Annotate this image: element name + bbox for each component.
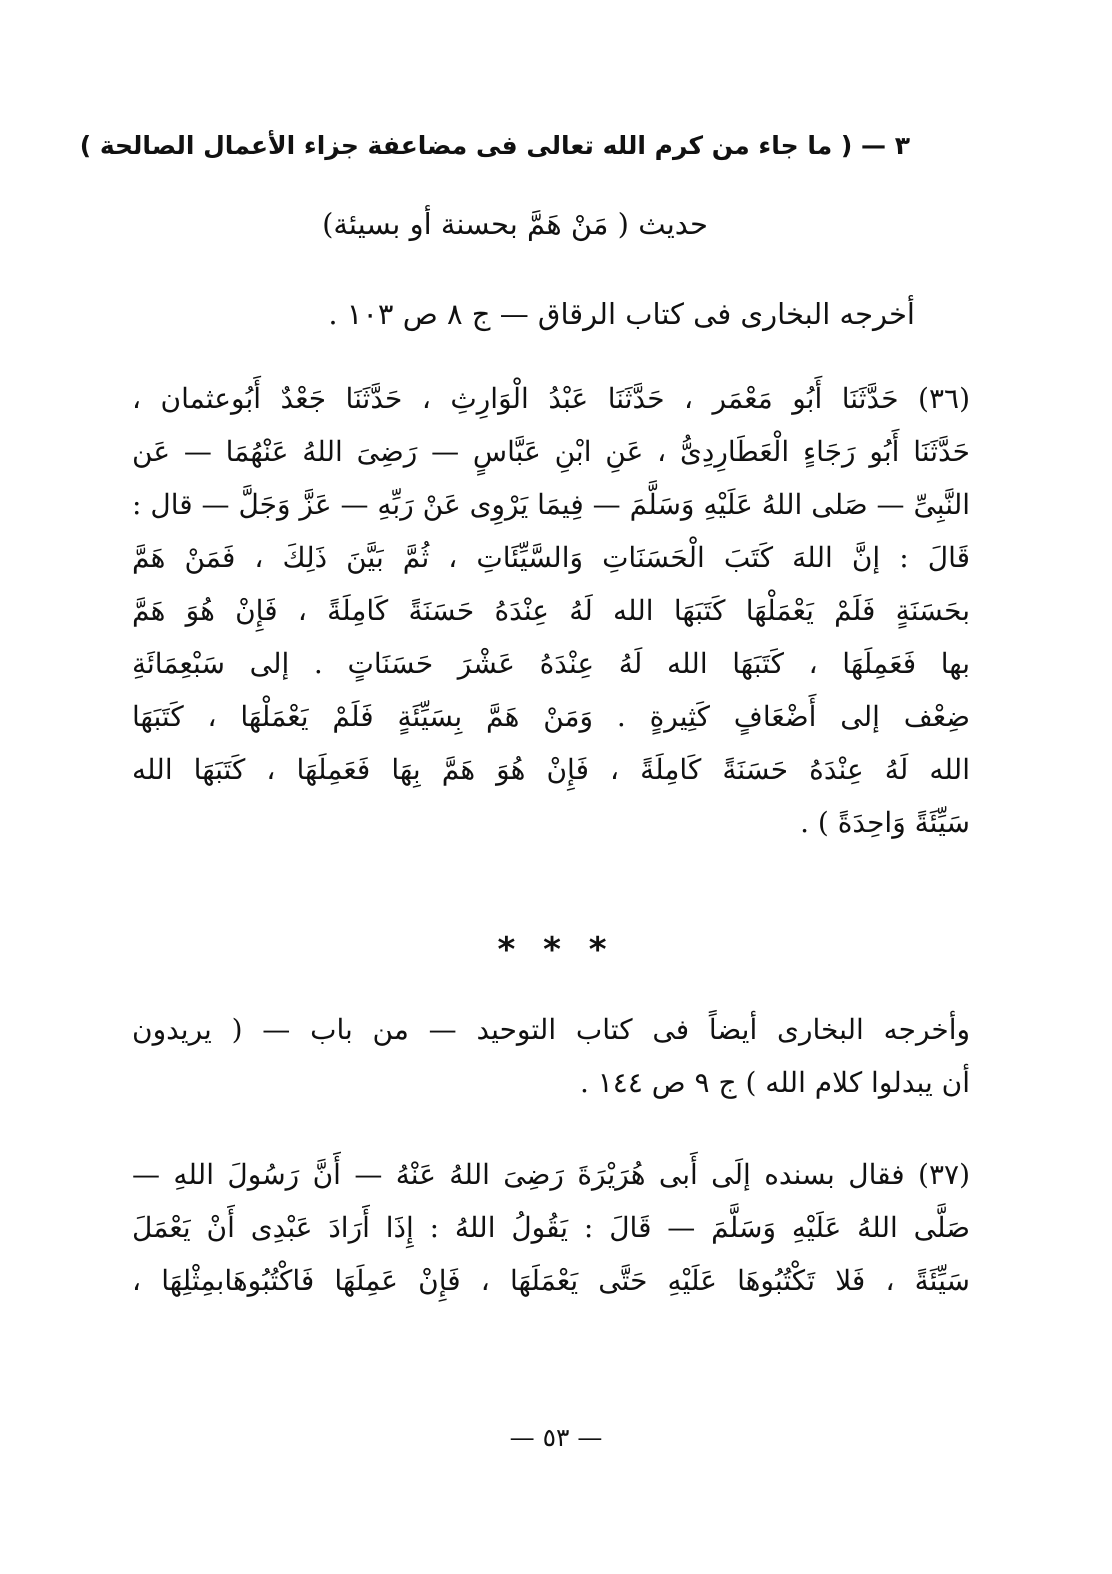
hadith-36-line: (٣٦) حَدَّثَنَا أَبُو مَعْمَر ، حَدَّثَنَا عَبْدُ الْوَارِثِ ، حَدَّثَنَا جَعْدٌ أَبُوعثمان ، — [132, 382, 970, 415]
page-number: — ٥٣ — — [509, 1423, 603, 1452]
hadith-37-line: صَلَّى اللهُ عَلَيْهِ وَسَلَّمَ — قَالَ : يَقُولُ اللهُ : إِذَا أَرَادَ عَبْدِى أَنْ يَعْمَلَ — [132, 1211, 970, 1244]
hadith-36-line: بحَسَنَةٍ فَلَمْ يَعْمَلْهَا كَتَبَهَا الله لَهُ عِنْدَهُ حَسَنَةً كَامِلَةً ، فَإِنْ هُوَ هَمَّ — [132, 594, 970, 627]
source-2-line: أن يبدلوا كلام الله ) ج ٩ ص ١٤٤ . — [579, 1066, 970, 1099]
hadith-36-line: سَيِّئَةً وَاحِدَةً ) . — [800, 806, 970, 839]
section-divider-asterisks: * * * — [497, 930, 615, 970]
hadith-36-line: بها فَعَمِلَهَا ، كَتَبَهَا الله لَهُ عِنْدَهُ عَشْرَ حَسَنَاتٍ . إلى سَبْعِمَائَةِ — [132, 647, 970, 680]
hadith-36-line: النَّبِىِّ — صَلى اللهُ عَلَيْهِ وَسَلَّمَ — فِيمَا يَرْوِى عَنْ رَبِّهِ — عَزَّ وَجَلَّ — قال : — [132, 488, 970, 521]
hadith-36-line: الله لَهُ عِنْدَهُ حَسَنَةً كَامِلَةً ، فَإِنْ هُوَ هَمَّ بِهَا فَعَمِلَهَا ، كَتَبَهَا الله — [132, 753, 970, 786]
hadith-36-paragraph — [132, 372, 970, 849]
section-heading: ٣ — ( ما جاء من كرم الله تعالى فى مضاعفة جزاء الأعمال الصالحة ) — [79, 131, 910, 160]
hadith-title: حديث ( مَنْ هَمَّ بحسنة أو بسيئة) — [322, 207, 708, 241]
source-2-line: وأخرجه البخارى أيضاً فى كتاب التوحيد — من باب — ( يريدون — [132, 1013, 970, 1046]
hadith-37-paragraph — [132, 1148, 970, 1307]
hadith-37-line: (٣٧) فقال بسنده إلَى أَبى هُرَيْرَةَ رَضِىَ اللهُ عَنْهُ — أَنَّ رَسُولَ اللهِ — — [132, 1158, 970, 1191]
source-reference-2 — [132, 1003, 970, 1109]
hadith-36-line: قَالَ : إنَّ اللهَ كَتَبَ الْحَسَنَاتِ وَالسَّيِّئَاتِ ، ثُمَّ بَيَّنَ ذَلِكَ ، فَمَنْ هَمَّ — [132, 541, 970, 574]
source-reference-1: أخرجه البخارى فى كتاب الرقاق — ج ٨ ص ١٠٣ . — [328, 297, 915, 331]
hadith-36-line: حَدَّثَنَا أَبُو رَجَاءٍ الْعَطَارِدِىُّ ، عَنِ ابْنِ عَبَّاسٍ — رَضِىَ اللهُ عَنْهُمَا — عَن — [132, 435, 970, 468]
hadith-37-line: سَيِّئَةً ، فَلا تَكْتُبُوهَا عَلَيْهِ حَتَّى يَعْمَلَهَا ، فَإِنْ عَمِلَهَا فَاكْتُبُوهَابمِثْلِهَا ، — [132, 1264, 970, 1297]
hadith-36-line: ضِعْف إلى أَضْعَافٍ كَثِيرةٍ . وَمَنْ هَمَّ بِسَيِّئَةٍ فَلَمْ يَعْمَلْهَا ، كَتَبَهَا — [132, 700, 970, 733]
